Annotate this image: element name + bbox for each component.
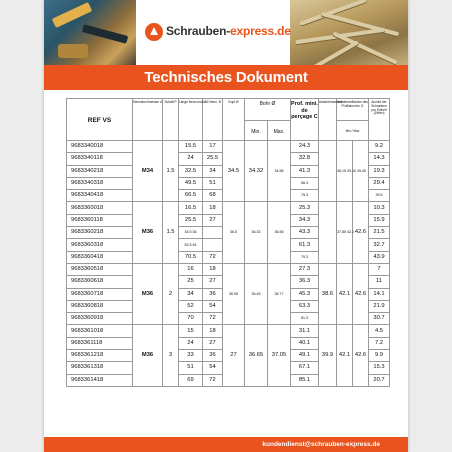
cell-kopf: 36.55 [223, 263, 245, 324]
cell-laenge: 49.5 [179, 177, 203, 189]
table-row [67, 141, 390, 153]
header-ref: REF VS [67, 99, 133, 141]
cell-laenge: 32.5 [179, 165, 203, 177]
header-bohr-min: Min. [245, 121, 268, 141]
document-page [44, 0, 408, 452]
cell-laenge: 70 [179, 313, 203, 325]
cell-bohr-max: 36.77 [268, 263, 291, 324]
cell-lg: 51 [203, 177, 223, 189]
cell-aufnahme-max: 42.6 [353, 263, 369, 324]
cell-prof: 43.3 [291, 227, 319, 239]
cell-anzahl: 30.7 [369, 313, 390, 325]
cell-lg: 72 [203, 251, 223, 263]
cell-laenge: 52.5 54 [179, 239, 203, 251]
cell-bohr-min: 34.32 [245, 141, 268, 202]
screws-photo [290, 0, 408, 65]
table-row [67, 202, 390, 214]
cell-gewinde: M36 [133, 263, 163, 324]
cell-bohr-max: 37.05 [268, 325, 291, 386]
cell-ref: 9683360818 [67, 300, 133, 312]
cell-lg [203, 239, 223, 251]
header-ausdreh: Ausdrehmoment [319, 99, 337, 141]
cell-lg: 54 [203, 362, 223, 374]
cell-schaft: 1.5 [163, 202, 179, 263]
cell-laenge: 25 [179, 276, 203, 288]
header-banner [44, 0, 408, 65]
cell-kopf: 36.5 [223, 202, 245, 263]
header-kopf: Kopf Ø [223, 99, 245, 141]
cell-lg: 18 [203, 325, 223, 337]
cell-prof: 31.1 [291, 325, 319, 337]
cell-prof: 25.3 [291, 202, 319, 214]
cell-prof: 81.3 [291, 313, 319, 325]
cell-anzahl: 7 [369, 263, 390, 275]
cell-ref: 9683361218 [67, 350, 133, 362]
cell-prof: 24.3 [291, 141, 319, 153]
cell-prof: 61.3 [291, 239, 319, 251]
logo-text [166, 24, 291, 38]
footer-email[interactable]: kundendienst@schrauben-express.de [262, 441, 380, 448]
cell-aufnahme-min: 38,15 39,15 39,40 [337, 141, 353, 202]
header-bohr: Bohr Ø [245, 99, 291, 121]
cell-anzahl: 21.9 [369, 300, 390, 312]
cell-schaft: 3 [163, 325, 179, 386]
cell-laenge: 15 [179, 325, 203, 337]
cell-prof: 75.3 [291, 190, 319, 202]
cell-prof: 79.3 [291, 251, 319, 263]
cell-schaft: 2 [163, 263, 179, 324]
cell-prof: 67.1 [291, 362, 319, 374]
cell-lg: 17 [203, 141, 223, 153]
cell-ref: 9683340418 [67, 190, 133, 202]
cell-ref: 9683340318 [67, 177, 133, 189]
cell-lg [203, 227, 223, 239]
cell-prof: 36.3 [291, 276, 319, 288]
cell-lg: 27 [203, 214, 223, 226]
cell-ref: 9683360918 [67, 313, 133, 325]
table-row [67, 263, 390, 275]
header-prof: Prof. mini. de perçage C [291, 99, 319, 141]
cell-ref: 9683360118 [67, 214, 133, 226]
cell-bohr-min: 36.45 [245, 263, 268, 324]
cell-prof: 63.3 [291, 300, 319, 312]
header-bohr-max: Max. [268, 121, 291, 141]
cell-prof: 41.3 [291, 165, 319, 177]
cell-laenge: 34.5 36 [179, 227, 203, 239]
cell-bohr-min: 36.33 [245, 202, 268, 263]
cell-anzahl: 15.3 [369, 362, 390, 374]
cell-ref: 9683361018 [67, 325, 133, 337]
cell-anzahl: 14.1 [369, 288, 390, 300]
cell-aufnahme-min: 37,85 42,1 [337, 202, 353, 263]
cell-prof: 49.1 [291, 350, 319, 362]
cell-laenge: 34 [179, 288, 203, 300]
cell-lg: 72 [203, 374, 223, 386]
cell-anzahl: 43.9 [369, 251, 390, 263]
cell-anzahl: 39.5 [369, 190, 390, 202]
title-band [44, 65, 408, 90]
cell-laenge: 51 [179, 362, 203, 374]
cell-lg: 18 [203, 202, 223, 214]
cell-prof: 32.8 [291, 153, 319, 165]
cell-lg: 68 [203, 190, 223, 202]
cell-lg: 36 [203, 288, 223, 300]
cell-lg: 72 [203, 313, 223, 325]
cell-ref: 9683361418 [67, 374, 133, 386]
tools-photo [44, 0, 136, 65]
cell-laenge: 15.5 [179, 141, 203, 153]
cell-anzahl: 4.5 [369, 325, 390, 337]
cell-ausdreh [319, 141, 337, 202]
logo-text-accent: express.de [230, 24, 291, 38]
cell-ausdreh [319, 202, 337, 263]
cell-gewinde: M36 [133, 202, 163, 263]
cell-prof: 45.3 [291, 288, 319, 300]
cell-anzahl: 11 [369, 276, 390, 288]
cell-anzahl: 9.9 [369, 350, 390, 362]
header-anzahl: Anzahl der Schrauben pro Einheit (Zeilen) [369, 99, 390, 141]
cell-bohr-max: 36.56 [268, 202, 291, 263]
cell-gewinde: M36 [133, 325, 163, 386]
cell-lg: 54 [203, 300, 223, 312]
cell-ref: 9683361318 [67, 362, 133, 374]
cell-aufnahme-min: 42.1 [337, 263, 353, 324]
cell-lg: 27 [203, 276, 223, 288]
cell-lg: 34 [203, 165, 223, 177]
cell-prof: 27.3 [291, 263, 319, 275]
cell-ref: 9683360718 [67, 288, 133, 300]
logo-text-main: Schrauben- [166, 24, 231, 38]
cell-bohr-max: 34.56 [268, 141, 291, 202]
cell-prof: 58.3 [291, 177, 319, 189]
cell-laenge: 69 [179, 374, 203, 386]
cell-anzahl: 10.3 [369, 202, 390, 214]
cell-laenge: 25.5 [179, 214, 203, 226]
cell-anzahl: 15.9 [369, 214, 390, 226]
cell-laenge: 16.5 [179, 202, 203, 214]
cell-ausdreh: 38.6 [319, 263, 337, 324]
cell-anzahl: 29.4 [369, 177, 390, 189]
header-gewinde: Nenndurchmesser d [133, 99, 163, 141]
spec-table [66, 98, 390, 387]
cell-bohr-min: 36.65 [245, 325, 268, 386]
cell-laenge: 70.5 [179, 251, 203, 263]
cell-prof: 85.1 [291, 374, 319, 386]
cell-ref: 9683360618 [67, 276, 133, 288]
footer-band [44, 437, 408, 452]
cell-prof: 34.3 [291, 214, 319, 226]
cell-ref: 9683340118 [67, 153, 133, 165]
header-laenge: Länge Nenn-maß A [179, 99, 203, 141]
cell-ref: 9683360318 [67, 239, 133, 251]
header-aufnahme: Aufnahmeflächen des Profildurchm. D [337, 99, 369, 121]
cell-ref: 9683340218 [67, 165, 133, 177]
header-schaft: Schaft P [163, 99, 179, 141]
cell-ref: 9683360018 [67, 202, 133, 214]
cell-prof: 40.1 [291, 337, 319, 349]
cell-anzahl: 7.2 [369, 337, 390, 349]
cell-kopf: 27 [223, 325, 245, 386]
cell-laenge: 33 [179, 350, 203, 362]
cell-ref: 9683360418 [67, 251, 133, 263]
cell-ref: 9683340018 [67, 141, 133, 153]
cell-laenge: 66.5 [179, 190, 203, 202]
cell-lg: 27 [203, 337, 223, 349]
cell-lg: 36 [203, 350, 223, 362]
cell-laenge: 24 [179, 153, 203, 165]
header-aufnahme-sub: Min / Max [337, 121, 369, 141]
cell-ref: 9683360518 [67, 263, 133, 275]
table-row [67, 325, 390, 337]
cell-schaft: 1.5 [163, 141, 179, 202]
cell-kopf: 34.5 [223, 141, 245, 202]
cell-laenge: 24 [179, 337, 203, 349]
cell-anzahl: 21.5 [369, 227, 390, 239]
logo-mark-icon [144, 22, 164, 42]
cell-anzahl: 14.3 [369, 153, 390, 165]
brand-logo[interactable] [144, 20, 289, 44]
cell-anzahl: 20.7 [369, 374, 390, 386]
header-lg: LG Nenn. B [203, 99, 223, 141]
cell-aufnahme-max: 42.6 [353, 325, 369, 386]
cell-ref: 9683361118 [67, 337, 133, 349]
cell-ausdreh: 39.9 [319, 325, 337, 386]
cell-anzahl: 32.7 [369, 239, 390, 251]
cell-aufnahme-min: 42.1 [337, 325, 353, 386]
cell-laenge: 16 [179, 263, 203, 275]
cell-gewinde: M34 [133, 141, 163, 202]
cell-aufnahme-max: 42.6 [353, 202, 369, 263]
cell-laenge: 52 [179, 300, 203, 312]
cell-lg: 18 [203, 263, 223, 275]
cell-anzahl: 19.3 [369, 165, 390, 177]
document-title: Technisches Dokument [144, 69, 308, 86]
cell-anzahl: 9.2 [369, 141, 390, 153]
cell-lg: 25.5 [203, 153, 223, 165]
cell-ref: 9683360218 [67, 227, 133, 239]
